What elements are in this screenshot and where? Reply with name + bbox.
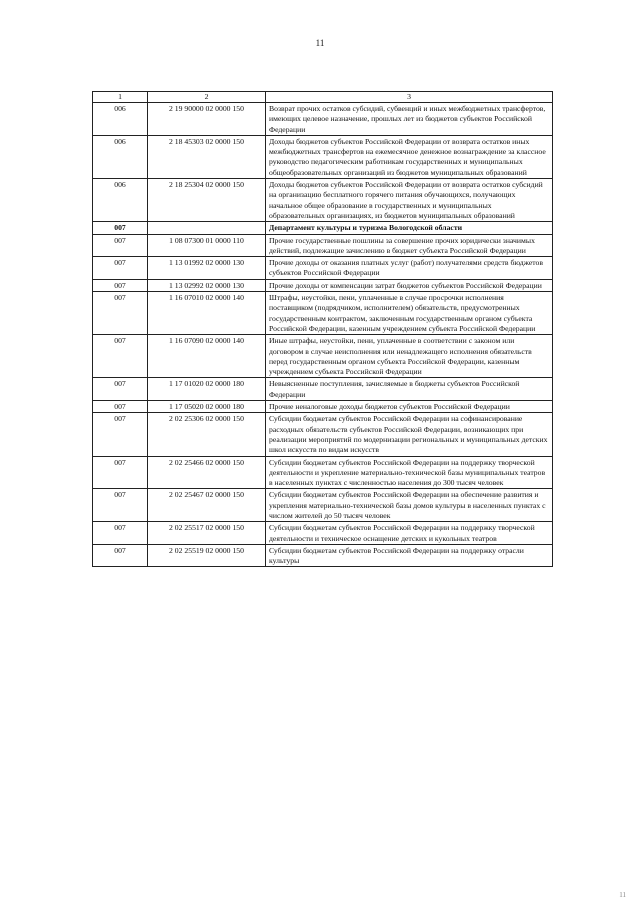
page-corner-mark: 11: [619, 891, 626, 899]
budget-code-cell: 1 17 05020 02 0000 180: [148, 401, 266, 413]
admin-code-cell: 007: [93, 489, 148, 522]
admin-code-cell: 007: [93, 257, 148, 280]
budget-code-cell: 1 16 07010 02 0000 140: [148, 292, 266, 335]
column-header-admin: 1: [93, 92, 148, 103]
description-cell: Возврат прочих остатков субсидий, субвенций и иных межбюджетных трансфертов, имеющих целевое назначение, прошлых лет из бюджетов субъектов Российской Федерации: [266, 103, 553, 136]
table-row: [93, 401, 553, 413]
table-row: [93, 413, 553, 456]
budget-code-cell: 1 13 01992 02 0000 130: [148, 257, 266, 280]
table-row: [93, 279, 553, 291]
budget-code-cell: 2 02 25519 02 0000 150: [148, 544, 266, 567]
description-cell: Субсидии бюджетам субъектов Российской Федерации на софинансирование расходных обязательств субъектов Российской Федерации, возникающих при реализации мероприятий по модернизации региональных и муниципальных детских школ искусств по видам искусств: [266, 413, 553, 456]
table-row: [93, 234, 553, 257]
budget-code-cell: 2 02 25467 02 0000 150: [148, 489, 266, 522]
admin-code-cell: 007: [93, 413, 148, 456]
budget-code-cell: 2 02 25517 02 0000 150: [148, 522, 266, 545]
admin-code-cell: 006: [93, 103, 148, 136]
table-row: [93, 335, 553, 378]
table-row: [93, 179, 553, 222]
table-row: [93, 103, 553, 136]
budget-code-cell: 1 17 01020 02 0000 180: [148, 378, 266, 401]
admin-code-cell: 007: [93, 292, 148, 335]
description-cell: Прочие государственные пошлины за совершение прочих юридически значимых действий, подлежащие зачислению в бюджет субъекта Российской Федерации: [266, 234, 553, 257]
description-cell: Иные штрафы, неустойки, пени, уплаченные в соответствии с законом или договором в случае неисполнения или ненадлежащего исполнения обязательств перед государственным органом субъекта Российской Федерации, казенным учреждением субъекта Российской Федерации: [266, 335, 553, 378]
table-row: [93, 489, 553, 522]
description-cell: Субсидии бюджетам субъектов Российской Федерации на поддержку творческой деятельности и техническое оснащение детских и кукольных театров: [266, 522, 553, 545]
table-row: [93, 257, 553, 280]
admin-code-cell: 007: [93, 335, 148, 378]
budget-code-cell: 2 18 45303 02 0000 150: [148, 135, 266, 178]
admin-code-cell: 006: [93, 179, 148, 222]
description-cell: Невыясненные поступления, зачисляемые в бюджеты субъектов Российской Федерации: [266, 378, 553, 401]
budget-code-cell: 2 02 25466 02 0000 150: [148, 456, 266, 489]
table-section-row: [93, 222, 553, 234]
admin-code-cell: 007: [93, 401, 148, 413]
description-cell: Доходы бюджетов субъектов Российской Федерации от возврата остатков субсидий на организацию бесплатного горячего питания обучающихся, получающих начальное общее образование в государственных и муниципальных образовательных организациях, из бюджетов муниципальных образований: [266, 179, 553, 222]
table-row: [93, 292, 553, 335]
description-cell: Доходы бюджетов субъектов Российской Федерации от возврата остатков иных межбюджетных трансфертов на ежемесячное денежное вознаграждение за классное руководство педагогическим работникам государственных и муниципальных общеобразовательных организаций из бюджетов муниципальных образований: [266, 135, 553, 178]
budget-code-cell: 1 16 07090 02 0000 140: [148, 335, 266, 378]
admin-code-cell: 007: [93, 234, 148, 257]
admin-code-cell: 007: [93, 378, 148, 401]
budget-code-cell: 2 18 25304 02 0000 150: [148, 179, 266, 222]
column-header-code: 2: [148, 92, 266, 103]
admin-code-cell: 006: [93, 135, 148, 178]
description-cell: Прочие доходы от компенсации затрат бюджетов субъектов Российской Федерации: [266, 279, 553, 291]
budget-code-cell: [148, 222, 266, 234]
page-number: 11: [315, 38, 325, 48]
column-header-name: 3: [266, 92, 553, 103]
budget-code-cell: 2 02 25306 02 0000 150: [148, 413, 266, 456]
description-cell: Прочие неналоговые доходы бюджетов субъектов Российской Федерации: [266, 401, 553, 413]
admin-code-cell: 007: [93, 279, 148, 291]
table-row: [93, 522, 553, 545]
admin-code-cell: 007: [93, 222, 148, 234]
table-row: [93, 378, 553, 401]
description-cell: Субсидии бюджетам субъектов Российской Федерации на поддержку отрасли культуры: [266, 544, 553, 567]
admin-code-cell: 007: [93, 544, 148, 567]
budget-code-cell: 2 19 90000 02 0000 150: [148, 103, 266, 136]
table-header-row: [93, 92, 553, 103]
description-cell: Штрафы, неустойки, пени, уплаченные в случае просрочки исполнения поставщиком (подрядчиком, исполнителем) обязательств, предусмотренных государственным контрактом, заключенным государственным органом субъекта Российской Федерации, казенным учреждением субъекта Российской Федерации: [266, 292, 553, 335]
table-row: [93, 456, 553, 489]
description-cell: Субсидии бюджетам субъектов Российской Федерации на поддержку творческой деятельности и укрепление материально-технической базы муниципальных театров в населенных пунктах с численностью населения до 300 тысяч человек: [266, 456, 553, 489]
admin-code-cell: 007: [93, 522, 148, 545]
budget-code-cell: 1 08 07300 01 0000 110: [148, 234, 266, 257]
budget-code-cell: 1 13 02992 02 0000 130: [148, 279, 266, 291]
table-row: [93, 135, 553, 178]
description-cell: Департамент культуры и туризма Вологодской области: [266, 222, 553, 234]
description-cell: Прочие доходы от оказания платных услуг (работ) получателями средств бюджетов субъектов Российской Федерации: [266, 257, 553, 280]
table-row: [93, 544, 553, 567]
admin-code-cell: 007: [93, 456, 148, 489]
budget-codes-table: [92, 91, 553, 567]
description-cell: Субсидии бюджетам субъектов Российской Федерации на обеспечение развития и укрепления материально-технической базы домов культуры в населенных пунктах с числом жителей до 50 тысяч человек: [266, 489, 553, 522]
